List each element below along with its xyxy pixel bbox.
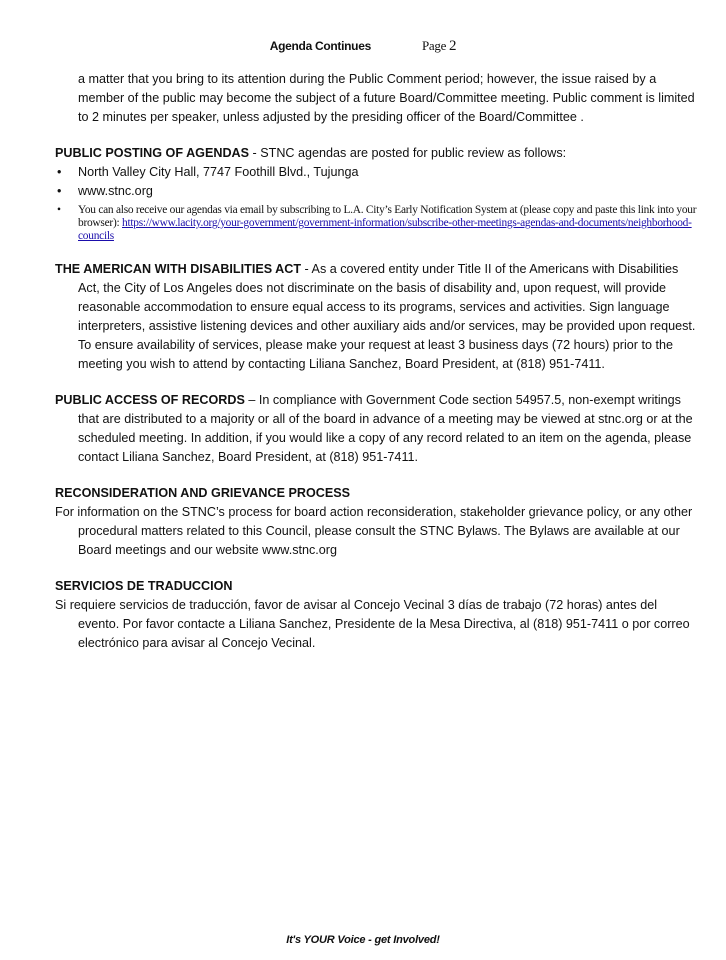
posting-item-city-hall: • North Valley City Hall, 7747 Foothill Blvd., Tujunga [55,163,700,182]
header-page-word: Page [422,38,447,53]
header-page-label [422,38,456,53]
posting-email-text: You can also receive our agendas via email by subscribing to L.A. City’s Early Notification System at (please copy and paste this link into your browser): [78,204,697,229]
records-body: – In compliance with Government Code section 54957.5, non-exempt writings that are distributed to a majority or all of the board in advance of a meeting may be viewed at stnc.org or at the scheduled meeting. In addition, if you would like a copy of any record related to an item on the agenda, please contact Liliana Sanchez, Board President, at (818) 951-7411. [78,393,693,464]
records-paragraph [55,391,700,467]
header-agenda-continues: Agenda Continues [269,39,371,53]
section-reconsideration [55,484,700,560]
public-posting-intro: - STNC agendas are posted for public review as follows: [249,146,567,160]
ada-paragraph [55,260,700,374]
posting-list [55,163,700,243]
posting-item-website: • www.stnc.org [55,182,700,201]
page-header [0,38,726,55]
document-body [55,70,700,670]
public-posting-intro-line [55,144,700,163]
ada-heading: THE AMERICAN WITH DISABILITIES ACT [55,262,302,276]
reconsideration-heading: RECONSIDERATION AND GRIEVANCE PROCESS [55,486,351,500]
posting-item-email [55,204,700,243]
translation-body: Si requiere servicios de traducción, favor de avisar al Concejo Vecinal 3 días de trabajo (72 horas) antes del evento. Por favor contacte a Liliana Sanchez, Presidente de la Mesa Directiva, al (818) 951-7411 o por correo electrónico para avisar al Concejo Vecinal. [55,598,690,650]
section-public-records [55,391,700,467]
translation-heading: SERVICIOS DE TRADUCCION [55,579,233,593]
ada-body: - As a covered entity under Title II of the Americans with Disabilities Act, the City of Los Angeles does not discriminate on the basis of disability and, upon request, will provide reasonable accommodation to ensure equal access to its programs, services and activities. Sign language interpreters, assistive listening devices and other auxiliary aids and/or services, may be provided upon request. To ensure availability of services, please make your request at least 3 business days (72 hours) prior to the meeting you wish to attend by contacting Liliana Sanchez, Board President, at (818) 951-7411. [78,262,696,371]
section-translation [55,577,700,653]
reconsideration-body: For information on the STNC’s process for board action reconsideration, stakeholder grievance policy, or any other procedural matters related to this Council, please consult the STNC Bylaws. The Bylaws are available at our Board meetings and our website www.stnc.org [55,505,693,557]
section-public-posting [55,144,700,243]
section-ada [55,260,700,374]
footer-slogan: It's YOUR Voice - get Involved! [286,934,440,946]
records-heading: PUBLIC ACCESS OF RECORDS [55,393,245,407]
public-posting-heading: PUBLIC POSTING OF AGENDAS [55,146,250,160]
header-page-number: 2 [449,38,457,54]
early-notification-link[interactable]: https://www.lacity.org/your-government/government-information/subscribe-other-meetings-agendas-and-documents/neighborhood-councils [78,217,692,242]
continued-paragraph: a matter that you bring to its attention during the Public Comment period; however, the issue raised by a member of the public may become the subject of a future Board/Committee meeting. Public comment is limited to 2 minutes per speaker, unless adjusted by the presiding officer of the Board/Committee . [78,72,695,124]
